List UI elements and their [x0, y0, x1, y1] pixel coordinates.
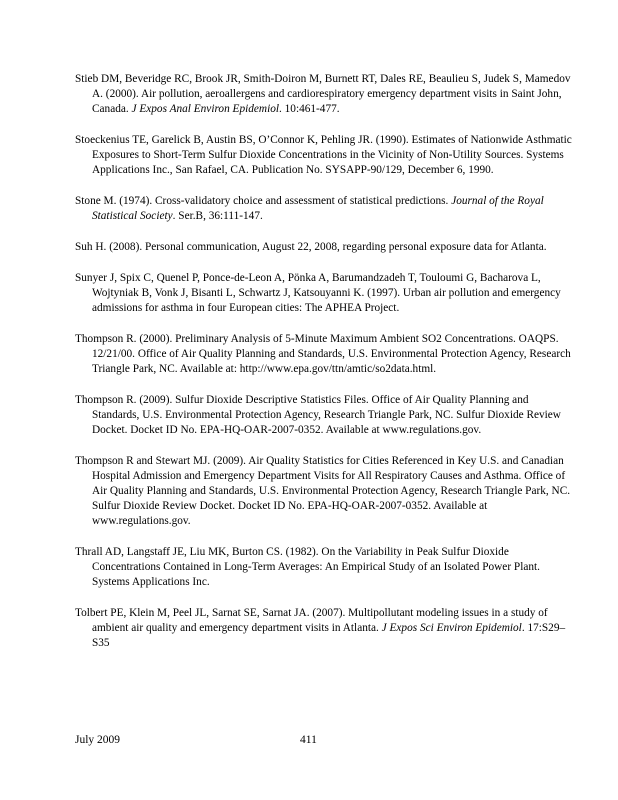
journal-name: J Expos Sci Environ Epidemiol [381, 622, 522, 634]
reference-entry: Sunyer J, Spix C, Quenel P, Ponce-de-Leon A, Pönka A, Barumandzadeh T, Touloumi G, Bacharova L, Wojtyniak B, Vonk J, Bisanti L, Schwartz J, Katsouyanni K. (1997). Urban air pollution and emergency admissions for asthma in four European cities: The APHEA Project. [75, 272, 561, 314]
page-number: 411 [300, 734, 317, 746]
reference-list [75, 72, 575, 667]
reference-entry: Stoeckenius TE, Garelick B, Austin BS, O’Connor K, Pehling JR. (1990). Estimates of Nationwide Asthmatic Exposures to Short-Term Sulfur Dioxide Concentrations in the Vicinity of Non-Utility Sources. Systems Applications Inc., San Rafael, CA. Publication No. SYSAPP-90/129, December 6, 1990. [75, 134, 572, 176]
reference-entry: Suh H. (2008). Personal communication, August 22, 2008, regarding personal exposure data for Atlanta. [75, 241, 547, 253]
reference-entry: Thompson R and Stewart MJ. (2009). Air Quality Statistics for Cities Referenced in Key U.S. and Canadian Hospital Admission and Emergency Department Visits for All Respiratory Causes and Asthma. Office of Air Quality Planning and Standards, U.S. Environmental Protection Agency, Research Triangle Park, NC. Sulfur Dioxide Review Docket. Docket ID No. EPA-HQ-OAR-2007-0352. Available at www.regulations.gov. [75, 455, 571, 527]
journal-name: J Expos Anal Environ Epidemiol [131, 103, 279, 115]
reference-entry: Thrall AD, Langstaff JE, Liu MK, Burton CS. (1982). On the Variability in Peak Sulfur Dioxide Concentrations Contained in Long-Term Averages: An Empirical Study of an Isolated Power Plant. Systems Applications Inc. [75, 546, 540, 588]
reference-entry: Thompson R. (2000). Preliminary Analysis of 5-Minute Maximum Ambient SO2 Concentrations. OAQPS. 12/21/00. Office of Air Quality Planning and Standards, U.S. Environmental Protection Agency, Research Triangle Park, NC. Available at: http://www.epa.gov/ttn/amtic/so2data.html. [75, 333, 571, 375]
footer-date: July 2009 [75, 734, 121, 746]
reference-entry: Stone M. (1974). Cross-validatory choice and assessment of statistical predictions. Journal of the Royal Statistical Society. Ser.B, 36:111-147. [75, 195, 544, 222]
journal-name: Journal of the Royal Statistical Society [92, 195, 544, 222]
reference-entry: Stieb DM, Beveridge RC, Brook JR, Smith-Doiron M, Burnett RT, Dales RE, Beaulieu S, Judek S, Mamedov A. (2000). Air pollution, aeroallergens and cardiorespiratory emergency department visits in Saint John, Canada. J Expos Anal Environ Epidemiol. 10:461-477. [75, 73, 571, 115]
reference-entry: Tolbert PE, Klein M, Peel JL, Sarnat SE, Sarnat JA. (2007). Multipollutant modeling issues in a study of ambient air quality and emergency department visits in Atlanta. J Expos Sci Environ Epidemiol. 17:S29–S35 [75, 607, 566, 649]
reference-entry: Thompson R. (2009). Sulfur Dioxide Descriptive Statistics Files. Office of Air Quality Planning and Standards, U.S. Environmental Protection Agency, Research Triangle Park, NC. Sulfur Dioxide Review Docket. Docket ID No. EPA-HQ-OAR-2007-0352. Available at www.regulations.gov. [75, 394, 561, 436]
